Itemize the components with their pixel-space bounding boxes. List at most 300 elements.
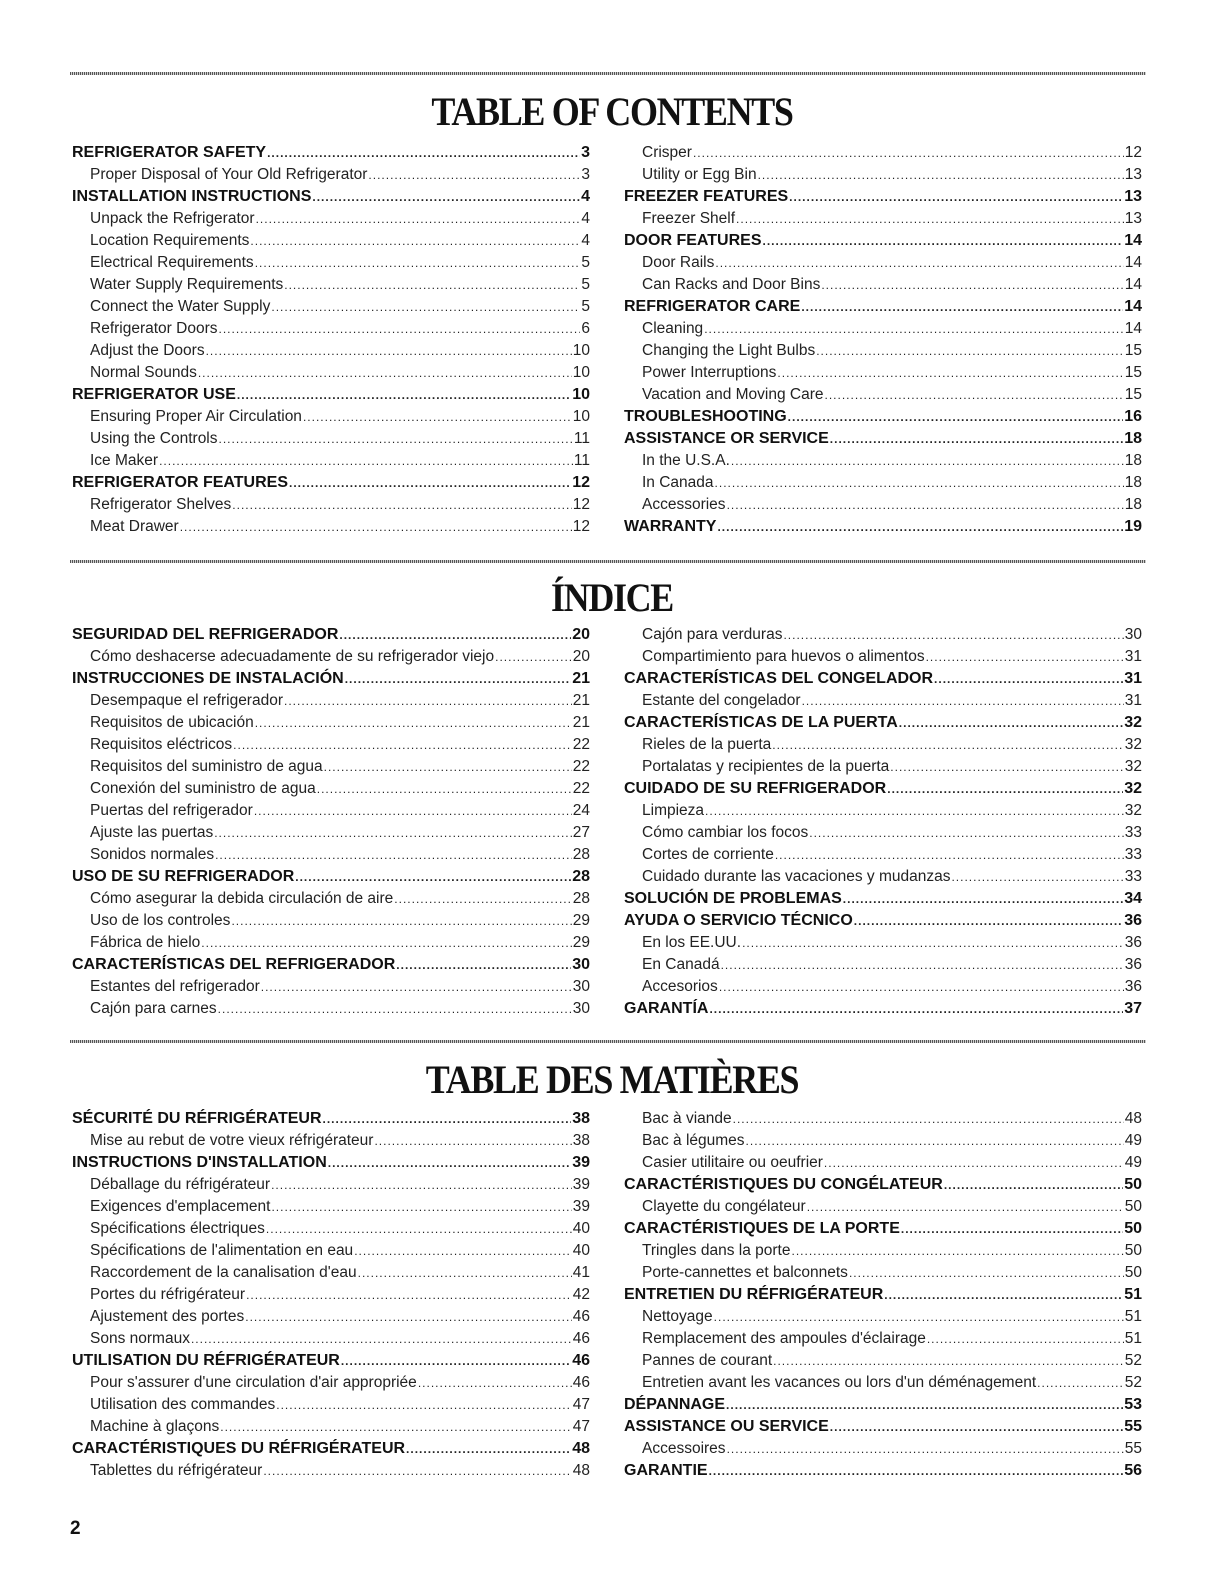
toc-entry-page: 39 — [572, 1154, 590, 1171]
toc-leader-dots — [418, 1372, 572, 1394]
toc-entry-label: Estante del congelador — [642, 692, 801, 709]
toc-entry-page: 46 — [572, 1308, 590, 1325]
toc-entry-label: Pannes de courant — [642, 1352, 773, 1369]
toc-leader-dots — [354, 1240, 572, 1262]
toc-entry-page: 6 — [581, 320, 590, 337]
toc-entry-label: GARANTIE — [624, 1462, 708, 1479]
toc-entry-label: Puertas del refrigerador — [90, 802, 253, 819]
toc-entry-page: 49 — [1124, 1132, 1142, 1149]
toc-entry-label: Power Interruptions — [642, 364, 777, 381]
toc-entry-label: Portalatas y recipientes de la puerta — [642, 758, 890, 775]
toc-entry-label: WARRANTY — [624, 518, 717, 535]
toc-entry-page: 31 — [1124, 670, 1142, 687]
toc-entry-page: 20 — [572, 648, 590, 665]
toc-entry — [624, 668, 1142, 690]
toc-leader-dots — [715, 472, 1124, 494]
toc-leader-dots — [742, 932, 1124, 954]
toc-entry-label: Requisitos del suministro de agua — [90, 758, 323, 775]
toc-leader-dots — [339, 624, 571, 646]
toc-entry — [624, 472, 1142, 494]
toc-leader-dots — [261, 976, 572, 998]
toc-leader-dots — [727, 494, 1124, 516]
toc-leader-dots — [328, 1152, 571, 1174]
toc-entry-page: 4 — [581, 210, 590, 227]
toc-entry-label: Requisitos de ubicación — [90, 714, 254, 731]
toc-entry — [72, 472, 590, 494]
toc-entry-page: 18 — [1124, 430, 1142, 447]
toc-entry-page: 16 — [1124, 408, 1142, 425]
toc-entry-page: 47 — [572, 1396, 590, 1413]
toc-entry — [72, 516, 590, 538]
toc-entry-label: CARACTERÍSTICAS DEL CONGELADOR — [624, 670, 934, 687]
toc-leader-dots — [772, 734, 1124, 756]
toc-entry-label: Rieles de la puerta — [642, 736, 772, 753]
toc-entry-page: 50 — [1124, 1220, 1142, 1237]
toc-entry-page: 40 — [572, 1242, 590, 1259]
toc-entry-label: Accesorios — [642, 978, 718, 995]
toc-entry-page: 29 — [572, 912, 590, 929]
toc-entry-label: Refrigerator Doors — [90, 320, 218, 337]
toc-entry-page: 52 — [1124, 1352, 1142, 1369]
toc-entry — [624, 1328, 1142, 1350]
toc-leader-dots — [233, 734, 572, 756]
toc-entry-page: 10 — [572, 364, 590, 381]
toc-entry — [72, 318, 590, 340]
toc-leader-dots — [345, 668, 571, 690]
toc-leader-dots — [899, 712, 1123, 734]
toc-entry — [624, 516, 1142, 538]
toc-entry-page: 13 — [1124, 166, 1142, 183]
toc-entry-label: Crisper — [642, 144, 692, 161]
toc-entry-label: Cortes de corriente — [642, 846, 774, 863]
toc-leader-dots — [246, 1284, 572, 1306]
toc-entry — [72, 800, 590, 822]
toc-entry — [624, 844, 1142, 866]
toc-entry-label: Accessoires — [642, 1440, 726, 1457]
toc-entry-page: 14 — [1124, 232, 1142, 249]
toc-leader-dots — [255, 712, 572, 734]
toc-entry — [72, 624, 590, 646]
toc-entry — [72, 296, 590, 318]
toc-leader-dots — [746, 1130, 1124, 1152]
toc-entry-label: Bac à viande — [642, 1110, 732, 1127]
toc-entry-page: 3 — [581, 166, 590, 183]
toc-entry-page: 21 — [572, 670, 590, 687]
toc-entry — [624, 1152, 1142, 1174]
toc-entry-label: INSTRUCCIONES DE INSTALACIÓN — [72, 670, 344, 687]
toc-entry — [72, 1306, 590, 1328]
toc-leader-dots — [220, 1416, 572, 1438]
toc-leader-dots — [267, 142, 580, 164]
toc-entry-label: Can Racks and Door Bins — [642, 276, 821, 293]
toc-entry-page: 39 — [572, 1198, 590, 1215]
toc-entry-label: Refrigerator Shelves — [90, 496, 232, 513]
toc-entry — [72, 1130, 590, 1152]
toc-entry — [72, 230, 590, 252]
toc-entry-label: SOLUCIÓN DE PROBLEMAS — [624, 890, 842, 907]
toc-entry — [72, 1350, 590, 1372]
toc-entry-label: Porte-cannettes et balconnets — [642, 1264, 848, 1281]
toc-entry-label: Location Requirements — [90, 232, 250, 249]
toc-entry-page: 50 — [1124, 1198, 1142, 1215]
section-title-french: TABLE DES MATIÈRES — [425, 1057, 799, 1102]
toc-entry — [624, 318, 1142, 340]
toc-leader-dots — [758, 164, 1124, 186]
toc-entry — [624, 1196, 1142, 1218]
toc-leader-dots — [358, 1262, 572, 1284]
toc-leader-dots — [775, 844, 1124, 866]
toc-entry — [624, 1218, 1142, 1240]
toc-entry — [72, 756, 590, 778]
toc-leader-dots — [926, 646, 1124, 668]
toc-leader-dots — [406, 1438, 571, 1460]
toc-entry-page: 30 — [572, 956, 590, 973]
toc-leader-dots — [191, 1328, 572, 1350]
toc-leader-dots — [271, 1174, 572, 1196]
toc-entry-page: 18 — [1124, 474, 1142, 491]
toc-entry-label: Proper Disposal of Your Old Refrigerator — [90, 166, 368, 183]
toc-entry — [624, 1460, 1142, 1482]
toc-leader-dots — [215, 844, 572, 866]
toc-entry — [624, 976, 1142, 998]
toc-entry-label: Clayette du congélateur — [642, 1198, 806, 1215]
toc-entry-label: USO DE SU REFRIGERADOR — [72, 868, 295, 885]
toc-entry-label: En los EE.UU. — [642, 934, 742, 951]
toc-entry — [72, 1152, 590, 1174]
toc-entry-page: 36 — [1124, 956, 1142, 973]
toc-entry — [624, 1372, 1142, 1394]
toc-leader-dots — [884, 1284, 1123, 1306]
toc-french-right — [624, 1108, 1142, 1482]
toc-entry — [72, 186, 590, 208]
toc-entry-label: Entretien avant les vacances ou lors d'un déménagement — [642, 1374, 1037, 1391]
toc-entry — [624, 494, 1142, 516]
toc-entry-label: Déballage du réfrigérateur — [90, 1176, 271, 1193]
toc-french-left — [72, 1108, 590, 1482]
toc-leader-dots — [368, 164, 580, 186]
toc-leader-dots — [303, 406, 572, 428]
toc-entry — [624, 208, 1142, 230]
toc-entry-page: 34 — [1124, 890, 1142, 907]
toc-entry-page: 22 — [572, 758, 590, 775]
toc-entry — [72, 252, 590, 274]
toc-leader-dots — [762, 230, 1123, 252]
toc-entry-label: Meat Drawer — [90, 518, 179, 535]
toc-entry-label: CUIDADO DE SU REFRIGERADOR — [624, 780, 887, 797]
toc-leader-dots — [232, 494, 571, 516]
toc-entry-page: 13 — [1124, 188, 1142, 205]
toc-entry-label: Normal Sounds — [90, 364, 197, 381]
toc-entry-page: 50 — [1124, 1176, 1142, 1193]
toc-entry-page: 11 — [573, 430, 590, 447]
toc-leader-dots — [825, 384, 1124, 406]
toc-entry — [624, 1284, 1142, 1306]
toc-leader-dots — [788, 406, 1124, 428]
toc-entry-label: CARACTERÍSTICAS DEL REFRIGERADOR — [72, 956, 396, 973]
toc-entry — [624, 406, 1142, 428]
toc-entry-label: Uso de los controles — [90, 912, 231, 929]
toc-leader-dots — [789, 186, 1123, 208]
toc-leader-dots — [312, 186, 580, 208]
toc-entry-page: 51 — [1124, 1308, 1142, 1325]
toc-entry-label: Cómo cambiar los focos — [642, 824, 809, 841]
toc-entry-label: Compartimiento para huevos o alimentos — [642, 648, 925, 665]
toc-leader-dots — [704, 318, 1124, 340]
toc-entry — [624, 866, 1142, 888]
toc-leader-dots — [180, 516, 572, 538]
toc-leader-dots — [726, 1394, 1123, 1416]
toc-entry-page: 19 — [1124, 518, 1142, 535]
toc-entry-page: 4 — [581, 188, 590, 205]
toc-entry-page: 48 — [572, 1440, 590, 1457]
toc-entry-page: 46 — [572, 1330, 590, 1347]
toc-entry — [72, 428, 590, 450]
toc-entry-page: 32 — [1124, 714, 1142, 731]
toc-entry-page: 55 — [1124, 1440, 1142, 1457]
toc-entry — [624, 230, 1142, 252]
toc-entry-page: 5 — [581, 254, 590, 271]
toc-entry-label: Limpieza — [642, 802, 705, 819]
toc-entry-page: 18 — [1124, 452, 1142, 469]
toc-entry-page: 12 — [572, 518, 590, 535]
toc-entry-page: 22 — [572, 780, 590, 797]
toc-entry — [624, 252, 1142, 274]
toc-leader-dots — [951, 866, 1123, 888]
toc-entry — [624, 998, 1142, 1020]
toc-leader-dots — [736, 208, 1124, 230]
toc-leader-dots — [214, 822, 572, 844]
toc-english-left — [72, 142, 590, 538]
toc-leader-dots — [295, 866, 571, 888]
section-title-english: TABLE OF CONTENTS — [431, 89, 793, 134]
toc-entry-page: 28 — [572, 890, 590, 907]
toc-entry-label: CARACTÉRISTIQUES DU CONGÉLATEUR — [624, 1176, 943, 1193]
toc-entry — [72, 1218, 590, 1240]
toc-entry — [72, 406, 590, 428]
toc-entry-label: ASSISTANCE OU SERVICE — [624, 1418, 829, 1435]
toc-entry-label: Cleaning — [642, 320, 704, 337]
toc-leader-dots — [854, 910, 1123, 932]
toc-entry-page: 28 — [572, 846, 590, 863]
toc-entry — [72, 208, 590, 230]
toc-entry-label: SEGURIDAD DEL REFRIGERADOR — [72, 626, 339, 643]
toc-leader-dots — [219, 318, 581, 340]
toc-entry — [72, 734, 590, 756]
toc-leader-dots — [266, 1218, 572, 1240]
toc-leader-dots — [890, 756, 1123, 778]
toc-entry-label: Cajón para verduras — [642, 626, 783, 643]
toc-entry — [72, 1372, 590, 1394]
toc-entry-label: Raccordement de la canalisation d'eau — [90, 1264, 357, 1281]
toc-entry-page: 14 — [1124, 276, 1142, 293]
toc-entry-page: 52 — [1124, 1374, 1142, 1391]
toc-leader-dots — [721, 954, 1124, 976]
toc-leader-dots — [323, 1108, 572, 1130]
toc-leader-dots — [821, 274, 1123, 296]
toc-leader-dots — [317, 778, 572, 800]
toc-entry — [624, 712, 1142, 734]
toc-entry-label: Conexión del suministro de agua — [90, 780, 316, 797]
toc-leader-dots — [843, 888, 1123, 910]
toc-entry-label: Adjust the Doors — [90, 342, 205, 359]
toc-leader-dots — [250, 230, 580, 252]
toc-entry-label: Portes du réfrigérateur — [90, 1286, 246, 1303]
toc-leader-dots — [396, 954, 571, 976]
toc-entry-page: 10 — [572, 386, 590, 403]
toc-entry-page: 53 — [1124, 1396, 1142, 1413]
toc-entry-label: Electrical Requirements — [90, 254, 254, 271]
toc-leader-dots — [830, 1416, 1123, 1438]
toc-entry-page: 21 — [572, 714, 590, 731]
toc-entry-label: Cómo deshacerse adecuadamente de su refrigerador viejo — [90, 648, 495, 665]
toc-entry-label: Door Rails — [642, 254, 715, 271]
toc-leader-dots — [802, 690, 1124, 712]
toc-leader-dots — [773, 1350, 1124, 1372]
toc-entry-page: 20 — [572, 626, 590, 643]
toc-entry-label: Sonidos normales — [90, 846, 215, 863]
toc-entry — [72, 1262, 590, 1284]
toc-entry-page: 33 — [1124, 846, 1142, 863]
toc-entry-label: INSTALLATION INSTRUCTIONS — [72, 188, 312, 205]
toc-leader-dots — [714, 1306, 1124, 1328]
toc-entry-label: Cómo asegurar la debida circulación de aire — [90, 890, 394, 907]
toc-entry — [624, 340, 1142, 362]
toc-entry — [624, 1394, 1142, 1416]
section-title-spanish: ÍNDICE — [551, 575, 673, 620]
toc-entry-page: 46 — [572, 1374, 590, 1391]
toc-entry-page: 15 — [1124, 364, 1142, 381]
toc-leader-dots — [727, 1438, 1124, 1460]
toc-entry — [624, 1108, 1142, 1130]
toc-leader-dots — [254, 800, 572, 822]
toc-entry-page: 48 — [572, 1462, 590, 1479]
toc-leader-dots — [237, 384, 571, 406]
toc-entry — [624, 910, 1142, 932]
divider-spanish — [70, 560, 1146, 563]
toc-leader-dots — [719, 976, 1124, 998]
toc-english-right — [624, 142, 1142, 538]
toc-leader-dots — [374, 1130, 571, 1152]
toc-entry — [72, 844, 590, 866]
divider-top — [70, 72, 1146, 75]
toc-leader-dots — [219, 428, 573, 450]
toc-entry — [72, 646, 590, 668]
toc-entry-page: 10 — [572, 408, 590, 425]
toc-entry — [624, 954, 1142, 976]
toc-entry-page: 30 — [1124, 626, 1142, 643]
toc-entry — [624, 1416, 1142, 1438]
toc-entry — [624, 296, 1142, 318]
toc-entry-label: Sons normaux — [90, 1330, 190, 1347]
toc-entry-page: 21 — [572, 692, 590, 709]
toc-entry-page: 31 — [1124, 648, 1142, 665]
toc-entry-page: 5 — [581, 298, 590, 315]
toc-entry-page: 14 — [1124, 320, 1142, 337]
toc-entry — [72, 998, 590, 1020]
toc-spanish-left — [72, 624, 590, 1020]
toc-entry-label: SÉCURITÉ DU RÉFRIGÉRATEUR — [72, 1110, 322, 1127]
toc-entry-label: Spécifications de l'alimentation en eau — [90, 1242, 354, 1259]
page-number: 2 — [70, 1518, 81, 1539]
toc-entry-label: Desempaque el refrigerador — [90, 692, 283, 709]
toc-entry-label: DOOR FEATURES — [624, 232, 762, 249]
toc-entry-page: 51 — [1124, 1330, 1142, 1347]
toc-entry-label: AYUDA O SERVICIO TÉCNICO — [624, 912, 853, 929]
toc-entry-page: 3 — [581, 144, 590, 161]
toc-entry — [72, 1328, 590, 1350]
toc-leader-dots — [284, 690, 572, 712]
toc-entry — [624, 646, 1142, 668]
toc-leader-dots — [198, 362, 572, 384]
toc-entry-page: 32 — [1124, 736, 1142, 753]
toc-entry-label: Fábrica de hielo — [90, 934, 201, 951]
toc-entry — [72, 450, 590, 472]
toc-entry — [624, 1306, 1142, 1328]
toc-entry — [72, 340, 590, 362]
toc-entry-page: 56 — [1124, 1462, 1142, 1479]
toc-entry-label: En Canadá — [642, 956, 720, 973]
toc-entry — [72, 274, 590, 296]
toc-entry — [72, 822, 590, 844]
toc-leader-dots — [201, 932, 571, 954]
toc-entry-page: 28 — [572, 868, 590, 885]
toc-entry — [624, 624, 1142, 646]
toc-entry-label: Exigences d'emplacement — [90, 1198, 271, 1215]
toc-entry — [624, 888, 1142, 910]
toc-entry — [624, 142, 1142, 164]
toc-entry-page: 14 — [1124, 298, 1142, 315]
toc-entry — [72, 1438, 590, 1460]
toc-entry-label: ASSISTANCE OR SERVICE — [624, 430, 829, 447]
toc-leader-dots — [809, 822, 1123, 844]
toc-entry-page: 32 — [1124, 802, 1142, 819]
toc-entry-label: Spécifications électriques — [90, 1220, 265, 1237]
toc-entry — [72, 954, 590, 976]
toc-entry-label: REFRIGERATOR CARE — [624, 298, 801, 315]
toc-entry — [624, 450, 1142, 472]
toc-entry — [72, 1460, 590, 1482]
toc-entry — [72, 910, 590, 932]
toc-leader-dots — [256, 208, 581, 230]
toc-entry — [624, 1350, 1142, 1372]
toc-leader-dots — [693, 142, 1124, 164]
toc-entry — [72, 932, 590, 954]
toc-entry — [624, 1438, 1142, 1460]
toc-leader-dots — [255, 252, 581, 274]
toc-entry-label: Casier utilitaire ou oeufrier — [642, 1154, 823, 1171]
toc-entry — [72, 1284, 590, 1306]
toc-entry-page: 49 — [1124, 1154, 1142, 1171]
toc-leader-dots — [944, 1174, 1123, 1196]
toc-leader-dots — [341, 1350, 571, 1372]
toc-entry-page: 14 — [1124, 254, 1142, 271]
toc-entry-label: Estantes del refrigerador — [90, 978, 260, 995]
toc-spanish-right — [624, 624, 1142, 1020]
toc-leader-dots — [934, 668, 1123, 690]
toc-leader-dots — [394, 888, 571, 910]
toc-leader-dots — [709, 998, 1123, 1020]
toc-entry — [624, 164, 1142, 186]
toc-leader-dots — [901, 1218, 1123, 1240]
toc-entry-label: Freezer Shelf — [642, 210, 736, 227]
toc-leader-dots — [495, 646, 572, 668]
toc-entry-page: 24 — [572, 802, 590, 819]
toc-entry-page: 15 — [1124, 386, 1142, 403]
toc-entry-page: 30 — [572, 978, 590, 995]
toc-entry-page: 5 — [581, 276, 590, 293]
toc-entry-label: Changing the Light Bulbs — [642, 342, 816, 359]
toc-entry-label: GARANTÍA — [624, 1000, 709, 1017]
